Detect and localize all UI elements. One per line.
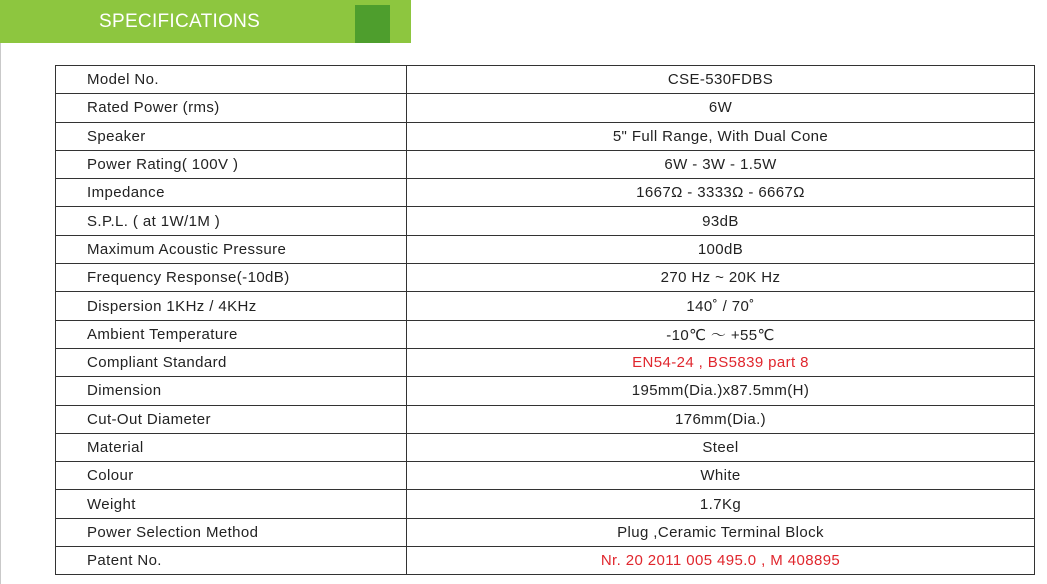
spec-value: Nr. 20 2011 005 495.0 , M 408895	[407, 547, 1035, 575]
spec-value: Plug ,Ceramic Terminal Block	[407, 518, 1035, 546]
spec-label: Material	[56, 433, 407, 461]
spec-label: Rated Power (rms)	[56, 94, 407, 122]
specifications-title: SPECIFICATIONS	[99, 11, 261, 32]
left-divider-line	[0, 43, 1, 584]
header-accent-block	[355, 5, 390, 43]
spec-value: Steel	[407, 433, 1035, 461]
specifications-table	[55, 65, 1035, 575]
spec-label: Speaker	[56, 122, 407, 150]
spec-row	[56, 518, 1035, 546]
spec-row	[56, 490, 1035, 518]
spec-row	[56, 377, 1035, 405]
spec-row	[56, 122, 1035, 150]
spec-value: EN54-24 , BS5839 part 8	[407, 348, 1035, 376]
spec-value: White	[407, 462, 1035, 490]
spec-label: Cut-Out Diameter	[56, 405, 407, 433]
spec-label: S.P.L. ( at 1W/1M )	[56, 207, 407, 235]
spec-value: 1.7Kg	[407, 490, 1035, 518]
spec-value: 5" Full Range, With Dual Cone	[407, 122, 1035, 150]
spec-value: 270 Hz ~ 20K Hz	[407, 264, 1035, 292]
spec-value: 1667Ω - 3333Ω - 6667Ω	[407, 179, 1035, 207]
spec-value: 93dB	[407, 207, 1035, 235]
spec-label: Weight	[56, 490, 407, 518]
spec-row	[56, 94, 1035, 122]
spec-label: Dispersion 1KHz / 4KHz	[56, 292, 407, 320]
spec-label: Frequency Response(-10dB)	[56, 264, 407, 292]
spec-label: Model No.	[56, 66, 407, 94]
spec-row	[56, 348, 1035, 376]
spec-label: Colour	[56, 462, 407, 490]
spec-label: Power Selection Method	[56, 518, 407, 546]
spec-value: 140˚ / 70˚	[407, 292, 1035, 320]
spec-row	[56, 179, 1035, 207]
spec-row	[56, 150, 1035, 178]
spec-row	[56, 235, 1035, 263]
spec-value: 195mm(Dia.)x87.5mm(H)	[407, 377, 1035, 405]
spec-row	[56, 66, 1035, 94]
spec-value: 176mm(Dia.)	[407, 405, 1035, 433]
spec-row	[56, 207, 1035, 235]
spec-row	[56, 320, 1035, 348]
spec-row	[56, 433, 1035, 461]
specifications-header-bar	[0, 0, 411, 43]
spec-label: Impedance	[56, 179, 407, 207]
spec-label: Maximum Acoustic Pressure	[56, 235, 407, 263]
spec-row	[56, 264, 1035, 292]
spec-value: 100dB	[407, 235, 1035, 263]
spec-row	[56, 547, 1035, 575]
spec-value: CSE-530FDBS	[407, 66, 1035, 94]
spec-value: -10℃ ～ +55℃	[407, 320, 1035, 348]
spec-row	[56, 292, 1035, 320]
spec-label: Dimension	[56, 377, 407, 405]
spec-label: Patent No.	[56, 547, 407, 575]
spec-row	[56, 405, 1035, 433]
spec-value: 6W - 3W - 1.5W	[407, 150, 1035, 178]
spec-row	[56, 462, 1035, 490]
spec-value: 6W	[407, 94, 1035, 122]
spec-label: Compliant Standard	[56, 348, 407, 376]
spec-label: Power Rating( 100V )	[56, 150, 407, 178]
spec-label: Ambient Temperature	[56, 320, 407, 348]
specifications-table-body	[56, 66, 1035, 575]
